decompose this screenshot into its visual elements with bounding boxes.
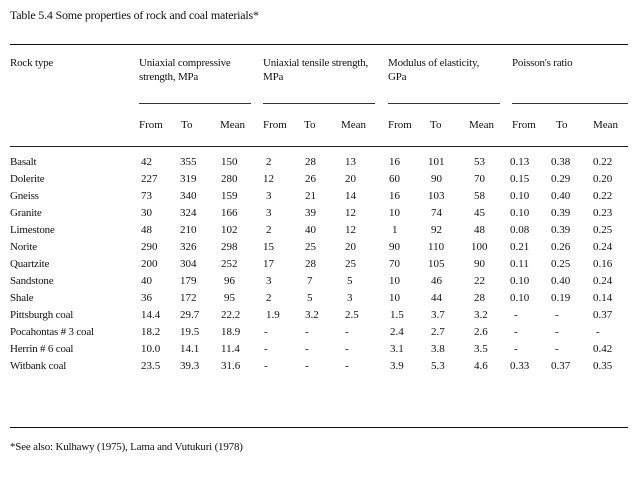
- cell-mod-to: 44: [431, 292, 442, 304]
- table-row: [0, 341, 638, 358]
- rock-name: Sandstone: [10, 275, 54, 287]
- cell-uts-mean: 20: [345, 173, 356, 185]
- subheader-modulus-from: From: [388, 119, 412, 131]
- cell-ucs-mean: 95: [224, 292, 235, 304]
- cell-ucs-from: 200: [141, 258, 158, 270]
- header-uts-line2: MPa: [263, 71, 284, 83]
- cell-uts-from: -: [264, 343, 268, 355]
- cell-mod-to: 5.3: [431, 360, 445, 372]
- header-modulus: [388, 56, 479, 84]
- cell-ucs-mean: 96: [224, 275, 235, 287]
- cell-poisson-mean: 0.16: [593, 258, 613, 270]
- cell-poisson-mean: 0.25: [593, 224, 613, 236]
- cell-mod-from: 3.1: [390, 343, 404, 355]
- cell-ucs-to: 319: [180, 173, 197, 185]
- cell-poisson-from: 0.11: [510, 258, 529, 270]
- cell-poisson-mean: 0.22: [593, 156, 613, 168]
- cell-mod-from: 10: [389, 275, 400, 287]
- cell-mod-from: 1.5: [390, 309, 404, 321]
- cell-uts-from: 15: [263, 241, 274, 253]
- rock-name: Quartzite: [10, 258, 50, 270]
- table-row: [0, 222, 638, 239]
- rock-name: Pocahontas # 3 coal: [10, 326, 94, 338]
- table-row: [0, 188, 638, 205]
- top-rule: [10, 44, 628, 45]
- cell-poisson-to: 0.39: [551, 224, 571, 236]
- cell-ucs-from: 14.4: [141, 309, 161, 321]
- cell-uts-from: 17: [263, 258, 274, 270]
- cell-ucs-mean: 31.6: [221, 360, 241, 372]
- cell-poisson-from: 0.10: [510, 207, 530, 219]
- cell-ucs-from: 227: [141, 173, 158, 185]
- cell-uts-mean: 3: [347, 292, 353, 304]
- cell-poisson-to: -: [555, 326, 559, 338]
- cell-mod-mean: 48: [474, 224, 485, 236]
- cell-ucs-mean: 298: [221, 241, 238, 253]
- cell-mod-mean: 3.2: [474, 309, 488, 321]
- cell-mod-mean: 45: [474, 207, 485, 219]
- cell-uts-from: -: [264, 326, 268, 338]
- cell-ucs-mean: 11.4: [221, 343, 240, 355]
- cell-ucs-from: 42: [141, 156, 152, 168]
- cell-poisson-from: 0.15: [510, 173, 530, 185]
- header-poisson: Poisson's ratio: [512, 57, 573, 69]
- cell-ucs-from: 18.2: [141, 326, 161, 338]
- cell-uts-to: -: [305, 343, 309, 355]
- cell-uts-to: 7: [307, 275, 313, 287]
- cell-ucs-from: 290: [141, 241, 158, 253]
- rock-name: Norite: [10, 241, 37, 253]
- cell-mod-from: 10: [389, 207, 400, 219]
- cell-poisson-to: 0.25: [551, 258, 571, 270]
- cell-uts-to: 28: [305, 156, 316, 168]
- header-ucs-line2: strength, MPa: [139, 71, 199, 83]
- rock-name: Shale: [10, 292, 34, 304]
- cell-poisson-to: 0.40: [551, 190, 571, 202]
- cell-uts-to: 26: [305, 173, 316, 185]
- cell-ucs-mean: 150: [221, 156, 238, 168]
- cell-ucs-mean: 159: [221, 190, 238, 202]
- cell-poisson-mean: 0.14: [593, 292, 613, 304]
- cell-uts-from: 2: [266, 292, 272, 304]
- cell-ucs-to: 19.5: [180, 326, 200, 338]
- cell-mod-mean: 2.6: [474, 326, 488, 338]
- header-uts-line1: Uniaxial tensile strength,: [263, 57, 369, 69]
- rock-name: Witbank coal: [10, 360, 67, 372]
- cell-poisson-from: 0.21: [510, 241, 530, 253]
- cell-poisson-from: -: [514, 326, 518, 338]
- cell-ucs-from: 36: [141, 292, 152, 304]
- subheader-uts-from: From: [263, 119, 287, 131]
- cell-mod-from: 90: [389, 241, 400, 253]
- cell-poisson-mean: 0.22: [593, 190, 613, 202]
- rock-name: Pittsburgh coal: [10, 309, 74, 321]
- cell-ucs-to: 29.7: [180, 309, 200, 321]
- cell-mod-from: 16: [389, 190, 400, 202]
- bottom-rule: [10, 427, 628, 428]
- cell-uts-to: 25: [305, 241, 316, 253]
- cell-mod-to: 110: [428, 241, 445, 253]
- cell-uts-mean: 2.5: [345, 309, 359, 321]
- cell-mod-to: 74: [431, 207, 442, 219]
- subheader-poisson-from: From: [512, 119, 536, 131]
- cell-uts-from: 2: [266, 224, 272, 236]
- cell-uts-from: 3: [266, 190, 272, 202]
- cell-poisson-from: -: [514, 309, 518, 321]
- poisson-group-rule: [512, 103, 628, 104]
- cell-mod-mean: 53: [474, 156, 485, 168]
- cell-mod-to: 101: [428, 156, 445, 168]
- cell-mod-mean: 3.5: [474, 343, 488, 355]
- cell-poisson-to: 0.19: [551, 292, 571, 304]
- cell-mod-mean: 100: [471, 241, 488, 253]
- cell-ucs-to: 39.3: [180, 360, 200, 372]
- table-row: [0, 307, 638, 324]
- cell-poisson-to: -: [555, 309, 559, 321]
- cell-uts-to: 3.2: [305, 309, 319, 321]
- subheader-modulus-mean: Mean: [469, 119, 495, 131]
- cell-poisson-mean: -: [596, 326, 600, 338]
- cell-ucs-to: 172: [180, 292, 197, 304]
- cell-poisson-from: 0.10: [510, 190, 530, 202]
- cell-uts-mean: 14: [345, 190, 356, 202]
- table-row: [0, 256, 638, 273]
- cell-uts-mean: 20: [345, 241, 356, 253]
- cell-uts-mean: 25: [345, 258, 356, 270]
- cell-uts-to: 40: [305, 224, 316, 236]
- uts-group-rule: [263, 103, 375, 104]
- modulus-group-rule: [388, 103, 500, 104]
- table-caption: Table 5.4 Some properties of rock and coal materials*: [10, 8, 259, 22]
- cell-poisson-to: 0.40: [551, 275, 571, 287]
- header-rock-type: Rock type: [10, 57, 54, 69]
- subheader-ucs-to: To: [181, 119, 193, 131]
- cell-ucs-to: 355: [180, 156, 197, 168]
- cell-uts-to: 28: [305, 258, 316, 270]
- cell-ucs-mean: 252: [221, 258, 238, 270]
- table-body: [0, 154, 638, 375]
- header-ucs: [139, 56, 231, 84]
- cell-mod-to: 46: [431, 275, 442, 287]
- footnote: *See also: Kulhawy (1975), Lama and Vutukuri (1978): [10, 441, 243, 453]
- cell-mod-from: 70: [389, 258, 400, 270]
- subheader-uts-to: To: [304, 119, 316, 131]
- cell-ucs-mean: 18.9: [221, 326, 241, 338]
- cell-mod-to: 3.7: [431, 309, 445, 321]
- cell-mod-from: 60: [389, 173, 400, 185]
- cell-uts-from: 2: [266, 156, 272, 168]
- cell-poisson-from: 0.10: [510, 275, 530, 287]
- cell-poisson-to: 0.38: [551, 156, 571, 168]
- cell-poisson-mean: 0.23: [593, 207, 613, 219]
- cell-uts-mean: 5: [347, 275, 353, 287]
- header-uts: [263, 56, 368, 84]
- cell-poisson-to: 0.26: [551, 241, 571, 253]
- cell-uts-mean: -: [345, 360, 349, 372]
- cell-ucs-to: 326: [180, 241, 197, 253]
- cell-uts-to: 39: [305, 207, 316, 219]
- cell-mod-to: 92: [431, 224, 442, 236]
- header-ucs-line1: Uniaxial compressive: [139, 57, 231, 69]
- cell-ucs-from: 48: [141, 224, 152, 236]
- cell-uts-to: 21: [305, 190, 316, 202]
- cell-mod-to: 90: [431, 173, 442, 185]
- cell-mod-to: 3.8: [431, 343, 445, 355]
- table-row: [0, 358, 638, 375]
- cell-uts-from: -: [264, 360, 268, 372]
- table-row: [0, 273, 638, 290]
- cell-poisson-from: 0.08: [510, 224, 530, 236]
- cell-mod-from: 1: [392, 224, 398, 236]
- cell-mod-mean: 70: [474, 173, 485, 185]
- cell-ucs-to: 304: [180, 258, 197, 270]
- table-row: [0, 290, 638, 307]
- cell-poisson-to: -: [555, 343, 559, 355]
- cell-poisson-from: 0.13: [510, 156, 530, 168]
- cell-ucs-to: 324: [180, 207, 197, 219]
- cell-uts-to: 5: [307, 292, 313, 304]
- table-row: [0, 324, 638, 341]
- cell-uts-mean: -: [345, 343, 349, 355]
- cell-poisson-to: 0.29: [551, 173, 571, 185]
- rock-name: Dolerite: [10, 173, 45, 185]
- cell-poisson-to: 0.39: [551, 207, 571, 219]
- cell-mod-from: 10: [389, 292, 400, 304]
- cell-mod-from: 3.9: [390, 360, 404, 372]
- subheader-modulus-to: To: [430, 119, 442, 131]
- cell-mod-mean: 28: [474, 292, 485, 304]
- cell-mod-from: 2.4: [390, 326, 404, 338]
- subheader-uts-mean: Mean: [341, 119, 367, 131]
- cell-uts-from: 3: [266, 207, 272, 219]
- cell-ucs-from: 30: [141, 207, 152, 219]
- cell-uts-mean: 12: [345, 224, 356, 236]
- ucs-group-rule: [139, 103, 251, 104]
- rock-name: Gneiss: [10, 190, 39, 202]
- cell-ucs-to: 340: [180, 190, 197, 202]
- cell-uts-mean: 13: [345, 156, 356, 168]
- cell-poisson-mean: 0.20: [593, 173, 613, 185]
- cell-ucs-from: 23.5: [141, 360, 161, 372]
- table-row: [0, 171, 638, 188]
- subheader-ucs-mean: Mean: [220, 119, 246, 131]
- cell-ucs-to: 14.1: [180, 343, 200, 355]
- subheader-poisson-mean: Mean: [593, 119, 619, 131]
- cell-poisson-mean: 0.35: [593, 360, 613, 372]
- cell-ucs-from: 40: [141, 275, 152, 287]
- cell-mod-mean: 22: [474, 275, 485, 287]
- cell-ucs-mean: 102: [221, 224, 238, 236]
- table-row: [0, 239, 638, 256]
- cell-poisson-from: -: [514, 343, 518, 355]
- cell-poisson-from: 0.33: [510, 360, 530, 372]
- cell-ucs-to: 179: [180, 275, 197, 287]
- cell-ucs-mean: 22.2: [221, 309, 241, 321]
- cell-uts-from: 3: [266, 275, 272, 287]
- rock-name: Granite: [10, 207, 42, 219]
- rock-name: Basalt: [10, 156, 37, 168]
- cell-uts-from: 1.9: [266, 309, 280, 321]
- cell-mod-to: 103: [428, 190, 445, 202]
- cell-ucs-from: 10.0: [141, 343, 161, 355]
- cell-poisson-mean: 0.24: [593, 241, 613, 253]
- rock-name: Limestone: [10, 224, 55, 236]
- cell-uts-to: -: [305, 326, 309, 338]
- cell-ucs-to: 210: [180, 224, 197, 236]
- cell-uts-mean: -: [345, 326, 349, 338]
- cell-uts-to: -: [305, 360, 309, 372]
- cell-ucs-from: 73: [141, 190, 152, 202]
- cell-mod-mean: 90: [474, 258, 485, 270]
- cell-poisson-mean: 0.37: [593, 309, 613, 321]
- header-modulus-line2: GPa: [388, 71, 407, 83]
- header-modulus-line1: Modulus of elasticity,: [388, 57, 480, 69]
- table-row: [0, 154, 638, 171]
- cell-poisson-mean: 0.24: [593, 275, 613, 287]
- rock-name: Herrin # 6 coal: [10, 343, 74, 355]
- cell-uts-from: 12: [263, 173, 274, 185]
- cell-poisson-to: 0.37: [551, 360, 571, 372]
- cell-mod-to: 2.7: [431, 326, 445, 338]
- cell-mod-mean: 4.6: [474, 360, 488, 372]
- cell-ucs-mean: 166: [221, 207, 238, 219]
- header-bottom-rule: [10, 146, 628, 147]
- cell-mod-from: 16: [389, 156, 400, 168]
- table-row: [0, 205, 638, 222]
- cell-ucs-mean: 280: [221, 173, 238, 185]
- subheader-ucs-from: From: [139, 119, 163, 131]
- cell-uts-mean: 12: [345, 207, 356, 219]
- cell-mod-to: 105: [428, 258, 445, 270]
- cell-poisson-from: 0.10: [510, 292, 530, 304]
- cell-poisson-mean: 0.42: [593, 343, 613, 355]
- cell-mod-mean: 58: [474, 190, 485, 202]
- subheader-poisson-to: To: [556, 119, 568, 131]
